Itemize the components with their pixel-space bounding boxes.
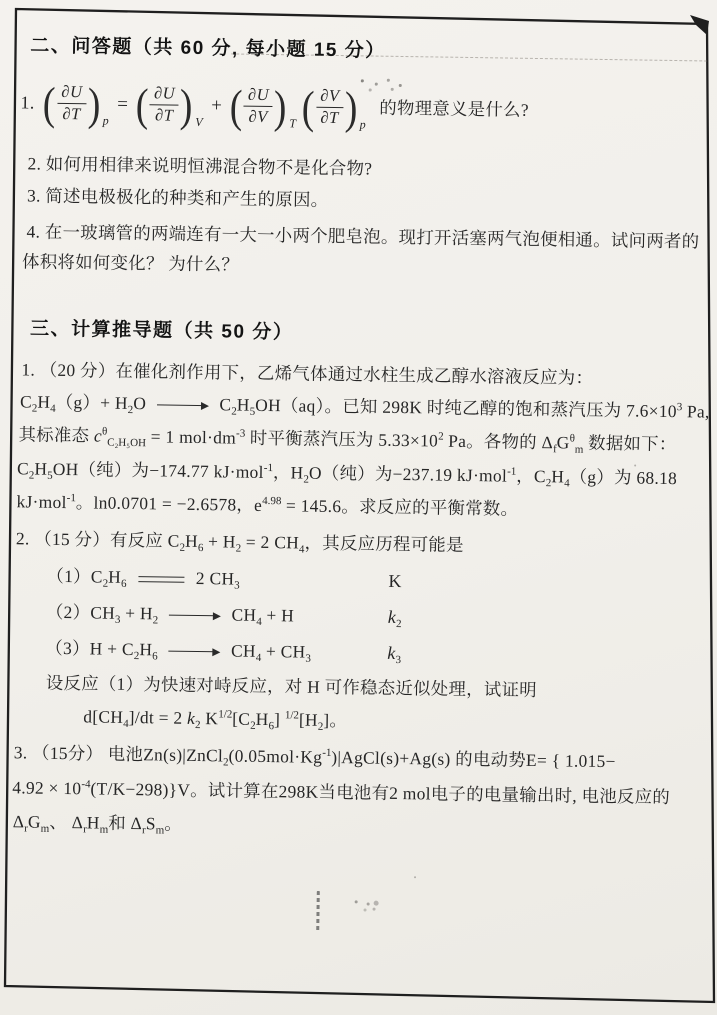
question-number: 1. — [20, 92, 35, 113]
question-3-2-note: 设反应（1）为快速对峙反应，对 H 可作稳态近似处理，试证明 — [45, 672, 538, 701]
question-3-1-reaction: $C_2H_4(g)+ H_2O$ $C_2H_5OH(aq)$。已知 298K 时纯乙醇的饱和蒸汽压为 $7.6\times 10^3$ Pa, — [19, 391, 710, 422]
section-2-title: 二、问答题（共 60 分, 每小题 15 分） — [30, 35, 386, 62]
question-3-2-line1: 2. （15 分）有反应 $C_2H_6 + H_2 = 2$ $CH_4$，其反应历程可能是 — [15, 528, 464, 556]
question-3-1-line4: $C_2H_5OH$（纯）为−174.77 kJ·mol$^{-1}$，$H_2O$（纯）为−237.19 kJ·mol$^{-1}$，$C_2H_4(g)$为 68.18 — [16, 458, 678, 490]
scan-artifact-marks — [355, 900, 358, 903]
reaction-arrow-icon — [169, 610, 221, 623]
partial-derivative-term-2: ( $\frac{\partial U}{\partial T}$ ) V — [135, 79, 204, 131]
question-3-3-line3: $\Delta_rG_m$、 $\Delta_rH_m$和 $\Delta_rS_m$。 — [12, 811, 183, 837]
question-3-3-line2: $4.92 \times 10^{-4}(T/K-298)\}V$。试计算在298K当电池有2 mol电子的电量输出时, 电池反应的 — [12, 777, 671, 808]
question-2-1-formula — [20, 77, 529, 134]
step-3-equation: $(3)H + C_2H_6$ $CH_4 + CH_3$ — [45, 637, 311, 665]
partial-derivative-term-3: ( $\frac{\partial U}{\partial V}$ ) T — [229, 80, 297, 133]
partial-derivative-term-4: ( $\frac{\partial V}{\partial T}$ ) p — [301, 81, 367, 134]
question-3-1-line3: 其标准态 $c^\theta_{C_2H_5OH} = 1$ $mol\cdot dm^{-3}$ 时平衡蒸汽压为 $5.33\times 10^2$ Pa。各物的 $\Delta_fG^\theta_m$ 数据如下： — [18, 424, 677, 456]
scan-artifact-smudge — [316, 891, 319, 931]
mechanism-step-2 — [46, 601, 466, 633]
question-3-3-line1: 3. （15分） 电池$Zn(s)|ZnCl_2(0.05mol\cdot Kg^{-1})|AgCl(s)+Ag(s)$ 的电动势E= { 1.015− — [13, 742, 616, 772]
question-2-4-text-line2: 体积将如何变化？ 为什么？ — [21, 251, 240, 275]
equilibrium-arrow-icon — [138, 574, 184, 586]
question-2-3-text: 3. 简述电极极化的种类和产生的原因。 — [26, 185, 329, 210]
question-3-2-rate-equation: $d[CH_4]/dt = 2$ $k_2$ $K^{1/2}[C_2H_6]$ $^{1/2}[H_2]$。 — [83, 706, 348, 733]
scan-speck — [414, 876, 416, 878]
reaction-arrow-icon — [157, 399, 209, 412]
mechanism-step-1 — [46, 565, 466, 597]
plus-sign: + — [211, 95, 223, 117]
question-3-1-line5: kJ·mol$^{-1}$。ln0.0701 = −2.6578，$e^{4.98} = 145.6$。求反应的平衡常数。 — [16, 491, 519, 519]
reaction-arrow-icon — [168, 646, 220, 659]
section-3-title: 三、计算推导题（共 50 分） — [29, 318, 294, 344]
step-1-rate-constant: K — [388, 570, 402, 592]
question-text: 的物理意义是什么? — [379, 97, 529, 121]
question-2-2-text: 2. 如何用相律来说明恒沸混合物不是化合物? — [27, 153, 373, 179]
step-3-rate-constant: $k_3$ — [387, 642, 402, 667]
scan-artifact-dots — [361, 79, 364, 82]
equals-sign: = — [117, 93, 129, 116]
question-3-1-line1: 1. （20 分）在催化剂作用下，乙烯气体通过水柱生成乙醇水溶液反应为： — [21, 359, 594, 388]
step-1-equation: $(1)C_2H_6$ 2 $CH_3$ — [46, 565, 240, 592]
mechanism-step-3 — [45, 637, 465, 669]
partial-derivative-term-1: ( $\frac{\partial U}{\partial T}$ ) p — [42, 77, 110, 130]
step-2-equation: $(2)CH_3 + H_2$ $CH_4 + H$ — [45, 601, 295, 628]
question-2-4-text-line1: 4. 在一玻璃管的两端连有一大一小两个肥皂泡。现打开活塞两气泡便相通。试问两者的 — [26, 221, 700, 252]
step-2-rate-constant: $k_2$ — [387, 606, 402, 631]
